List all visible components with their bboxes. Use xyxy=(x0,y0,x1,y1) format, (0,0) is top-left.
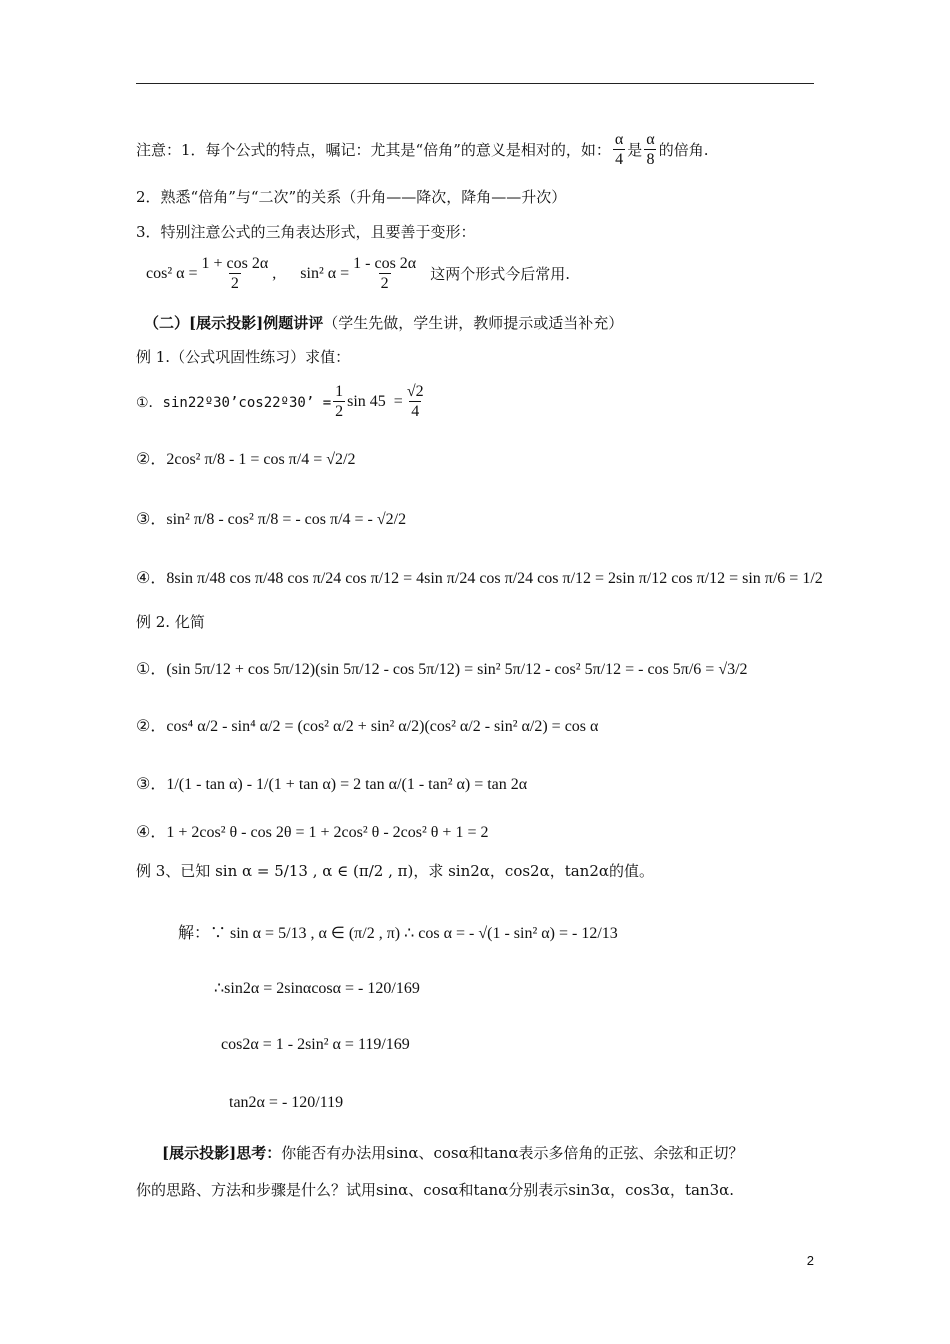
ex2-item-4: ④．1 + 2cos² θ - cos 2θ = 1 + 2cos² θ - 2cos² θ + 1 = 2 xyxy=(136,824,489,841)
note-line-2: 2．熟悉“倍角”与“二次”的关系（升角——降次，降角——升次） xyxy=(136,188,567,206)
fraction-alpha-4: $\frac{\alpha}{4}$ xyxy=(614,131,624,168)
ex3-solution-3: cos2α = 1 - 2sin² α = 119/169 xyxy=(221,1036,410,1053)
page-number: 2 xyxy=(806,1253,814,1268)
note-line-3: 3．特别注意公式的三角表达形式，且要善于变形： xyxy=(136,223,476,241)
section-heading: （二）[展示投影]例题讲评 （学生先做，学生讲，教师提示或适当补充） xyxy=(144,314,624,332)
fraction-cos-half: $\frac{1 + \cos 2\alpha}{2}$ xyxy=(201,255,269,292)
note-formulas: cos² α = $\frac{1 + \cos 2\alpha}{2}$ , sin² α = $\frac{1 - \cos 2\alpha}{2}$ 这两个形式今后常用. xyxy=(146,255,570,292)
ex3-solution-1: 解：∵ sin α = 5/13 , α ∈ (π/2 , π) ∴ cos α = - √(1 - sin² α) = - 12/13 xyxy=(178,925,618,942)
ex1-item-1: ①．sin22º30’cos22º30’ = $\frac{1}{2}$ sin 45 = $\frac{√2}{4}$ xyxy=(136,383,424,420)
fraction-one-half: $\frac{1}{2}$ xyxy=(335,383,344,420)
ex1-item-4: ④．8sin π/48 cos π/48 cos π/24 cos π/12 = 4sin π/24 cos π/24 cos π/12 = 2sin π/12 cos π/12 = sin π/6 = 1/2 xyxy=(136,570,823,587)
note-line-1: 注意：1．每个公式的特点，嘱记：尤其是“倍角”的意义是相对的，如： $\frac{\alpha}{4}$ 是 $\frac{\alpha}{8}$ 的倍角. xyxy=(136,131,709,168)
ex3-solution-4: tan2α = - 120/119 xyxy=(229,1094,344,1111)
ex2-item-1: ①．(sin 5π/12 + cos 5π/12)(sin 5π/12 - cos 5π/12) = sin² 5π/12 - cos² 5π/12 = - cos 5π/6 = √3/2 xyxy=(136,661,748,678)
ex2-item-3: ③．1/(1 - tan α) - 1/(1 + tan α) = 2 tan α/(1 - tan² α) = tan 2α xyxy=(136,776,528,793)
think-line-1: [展示投影]思考： 你能否有办法用sinα、cosα和tanα表示多倍角的正弦、余弦和正切？ xyxy=(162,1144,744,1162)
ex3-title: 例 3、已知 sin α = 5/13 , α ∈ (π/2 , π)，求 sin2α，cos2α，tan2α的值。 xyxy=(136,862,655,880)
ex2-item-2: ②．cos⁴ α/2 - sin⁴ α/2 = (cos² α/2 + sin² α/2)(cos² α/2 - sin² α/2) = cos α xyxy=(136,718,599,735)
ex3-solution-2: ∴sin2α = 2sinαcosα = - 120/169 xyxy=(214,980,420,997)
think-line-2: 你的思路、方法和步骤是什么？试用sinα、cosα和tanα分别表示sin3α，cos3α，tan3α. xyxy=(136,1181,735,1199)
fraction-alpha-8: $\frac{\alpha}{8}$ xyxy=(646,131,655,168)
ex1-item-3: ③．sin² π/8 - cos² π/8 = - cos π/4 = - √2/2 xyxy=(136,511,407,528)
ex2-title: 例 2. 化简 xyxy=(136,613,205,631)
fraction-result: $\frac{√2}{4}$ xyxy=(406,383,424,420)
fraction-sin-half: $\frac{1 - \cos 2\alpha}{2}$ xyxy=(353,255,417,292)
ex1-title: 例 1.（公式巩固性练习）求值： xyxy=(136,348,351,366)
ex1-item-2: ②．2cos² π/8 - 1 = cos π/4 = √2/2 xyxy=(136,451,356,468)
header-rule xyxy=(136,83,814,84)
